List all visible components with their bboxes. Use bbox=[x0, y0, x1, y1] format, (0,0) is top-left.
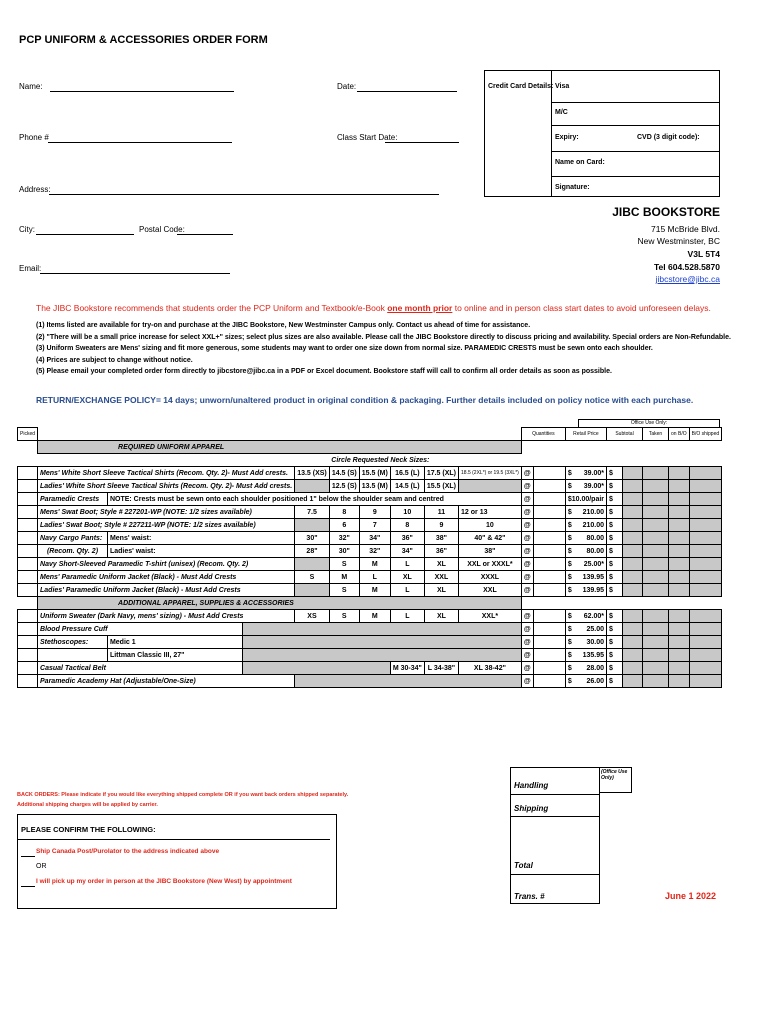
at-sign: @ bbox=[521, 662, 533, 675]
item-label: Stethoscopes: bbox=[38, 636, 108, 649]
item-label: Paramedic Crests bbox=[38, 493, 108, 506]
size-cell[interactable]: L bbox=[390, 558, 424, 571]
item-label: Navy Short-Sleeved Paramedic T-shirt (unisex) (Recom. Qty. 2) bbox=[38, 558, 295, 571]
size-cell[interactable]: 40" & 42" bbox=[459, 532, 522, 545]
note-2: (2) "There will be a small price increase for select XXL+" sizes; select plus sizes are also available. Please call the JIBC Bookstore directly to discuss pricing and availability. Special orders are Non-Refundable. bbox=[36, 333, 731, 341]
at-sign: @ bbox=[521, 532, 533, 545]
qty-cell[interactable] bbox=[533, 493, 565, 506]
dollar: $ bbox=[567, 625, 572, 633]
price: 210.00 bbox=[582, 508, 605, 516]
confirm-box bbox=[17, 814, 337, 909]
size-cell[interactable]: 16.5 (L) bbox=[390, 467, 424, 480]
size-cell[interactable]: 9 bbox=[359, 506, 390, 519]
store-email-link[interactable]: jibcstore@jibc.ca bbox=[655, 274, 720, 284]
size-cell[interactable]: 13.5 (XS) bbox=[295, 467, 330, 480]
on-bo-text: on B/O bbox=[671, 431, 687, 437]
recommend-bold: one month prior bbox=[387, 303, 453, 313]
required-heading: REQUIRED UNIFORM APPAREL bbox=[38, 441, 522, 454]
item-label: Mens' White Short Sleeve Tactical Shirts (Recom. Qty. 2)- Must Add crests. bbox=[38, 467, 295, 480]
postal-label: Postal Code: bbox=[139, 225, 185, 234]
size-cell[interactable]: XXL bbox=[424, 571, 458, 584]
item-label: Ladies' White Short Sleeve Tactical Shirts (Recom. Qty. 2)- Must Add crests. bbox=[38, 480, 295, 493]
size-cell[interactable]: 32" bbox=[359, 545, 390, 558]
item-label: Casual Tactical Belt bbox=[38, 662, 243, 675]
dollar: $ bbox=[567, 521, 572, 529]
notes-list bbox=[36, 320, 731, 378]
at-sign: @ bbox=[521, 584, 533, 597]
price: 28.00 bbox=[586, 664, 605, 672]
size-cell[interactable]: 32" bbox=[329, 532, 359, 545]
table-row bbox=[18, 571, 722, 584]
size-cell[interactable]: 34" bbox=[359, 532, 390, 545]
office-use-only-note: (Office Use Only) bbox=[600, 767, 632, 793]
pickup-option: I will pick up my order in person at the JIBC Bookstore (New West) by appointment bbox=[36, 878, 292, 885]
subtotal-cell: $ bbox=[607, 623, 623, 636]
subtotal-cell: $ bbox=[607, 610, 623, 623]
price-cell bbox=[565, 506, 606, 519]
price-cell bbox=[565, 584, 606, 597]
at-sign: @ bbox=[521, 649, 533, 662]
header-row bbox=[18, 428, 722, 441]
or-label: OR bbox=[36, 863, 47, 870]
table-row bbox=[18, 636, 722, 649]
picked-cell[interactable] bbox=[18, 584, 38, 597]
item-label: (Recom. Qty. 2) bbox=[38, 545, 108, 558]
item-sub-label: Littman Classic III, 27" bbox=[107, 649, 242, 662]
price-cell bbox=[565, 623, 606, 636]
table-row bbox=[18, 558, 722, 571]
size-cell[interactable]: 9 bbox=[424, 519, 458, 532]
date-label: Date: bbox=[337, 82, 357, 91]
size-cell[interactable]: S bbox=[329, 584, 359, 597]
pickup-checkbox[interactable] bbox=[21, 879, 35, 887]
size-cell[interactable]: 13.5 (M) bbox=[359, 480, 390, 493]
size-cell[interactable]: L 34-38" bbox=[424, 662, 458, 675]
dollar: $ bbox=[567, 469, 572, 477]
postal-field[interactable] bbox=[177, 225, 233, 235]
item-label: Uniform Sweater (Dark Navy, mens' sizing) - Must Add Crests bbox=[38, 610, 295, 623]
subtotal-cell: $ bbox=[607, 649, 623, 662]
subtotal-cell: $ bbox=[607, 584, 623, 597]
dollar: $ bbox=[567, 547, 572, 555]
item-label: Mens' Swat Boot; Style # 227201-WP (NOTE: 1/2 sizes available) bbox=[38, 506, 295, 519]
dollar: $ bbox=[567, 677, 572, 685]
back-orders-line1: BACK ORDERS: Please indicate if you would like everything shipped complete OR if you want back orders shipped separately. bbox=[17, 792, 349, 798]
size-cell[interactable]: 36" bbox=[424, 545, 458, 558]
price: 139.95 bbox=[582, 586, 605, 594]
price: 80.00 bbox=[586, 547, 605, 555]
size-cell[interactable]: 12 or 13 bbox=[459, 506, 522, 519]
size-cell[interactable]: XXL or XXXL* bbox=[459, 558, 522, 571]
qty-cell[interactable] bbox=[533, 636, 565, 649]
picked-cell[interactable] bbox=[18, 558, 38, 571]
price-cell bbox=[565, 675, 606, 688]
at-sign: @ bbox=[521, 571, 533, 584]
date-field[interactable] bbox=[357, 82, 457, 92]
price-cell bbox=[565, 532, 606, 545]
size-cell[interactable]: XS bbox=[295, 610, 330, 623]
store-address-1: 715 McBride Blvd. bbox=[651, 224, 720, 234]
visa-label[interactable]: Visa bbox=[555, 83, 570, 90]
size-cell[interactable]: 12.5 (S) bbox=[329, 480, 359, 493]
note-1: (1) Items listed are available for try-on and purchase at the JIBC Bookstore, New Westminster Campus only. Contact us ahead of time for assistance. bbox=[36, 322, 531, 329]
office-use-header: Office Use Only: bbox=[578, 419, 720, 427]
size-cell[interactable]: 15.5 (M) bbox=[359, 467, 390, 480]
note-4: (4) Prices are subject to change without notice. bbox=[36, 356, 193, 364]
item-sub-label: Ladies' waist: bbox=[107, 545, 294, 558]
circle-sizes-row bbox=[18, 454, 722, 467]
name-on-card-label[interactable]: Name on Card: bbox=[555, 159, 605, 166]
additional-heading: ADDITIONAL APPAREL, SUPPLIES & ACCESSORIES bbox=[38, 597, 522, 610]
phone-label: Phone # bbox=[19, 133, 49, 142]
picked-cell[interactable] bbox=[18, 480, 38, 493]
size-cell[interactable]: 7 bbox=[359, 519, 390, 532]
size-cell[interactable]: 10 bbox=[459, 519, 522, 532]
at-sign: @ bbox=[521, 675, 533, 688]
subtotal-cell: $ bbox=[607, 675, 623, 688]
at-sign: @ bbox=[521, 545, 533, 558]
form-title: PCP UNIFORM & ACCESSORIES ORDER FORM bbox=[19, 34, 268, 46]
item-label: Ladies' Paramedic Uniform Jacket (Black) - Must Add Crests bbox=[38, 584, 295, 597]
expiry-label[interactable]: Expiry: bbox=[555, 134, 579, 141]
crest-note: NOTE: Crests must be sewn onto each shoulder positioned 1" below the shoulder seam and centred bbox=[107, 493, 521, 506]
qty-cell[interactable] bbox=[533, 467, 565, 480]
item-label: Navy Cargo Pants: bbox=[38, 532, 108, 545]
table-row bbox=[18, 493, 722, 506]
address-field[interactable] bbox=[49, 185, 439, 195]
city-field[interactable] bbox=[36, 225, 134, 235]
at-sign: @ bbox=[521, 636, 533, 649]
qty-cell[interactable] bbox=[533, 571, 565, 584]
size-cell[interactable]: 38" bbox=[424, 532, 458, 545]
price-cell bbox=[565, 545, 606, 558]
price-cell bbox=[565, 662, 606, 675]
size-cell[interactable]: M bbox=[329, 571, 359, 584]
subtotal-cell: $ bbox=[607, 532, 623, 545]
size-cell[interactable]: 11 bbox=[424, 506, 458, 519]
picked-cell[interactable] bbox=[18, 532, 38, 545]
trans-label: Trans. # bbox=[514, 892, 545, 901]
size-cell[interactable]: 8 bbox=[329, 506, 359, 519]
confirm-heading: PLEASE CONFIRM THE FOLLOWING: bbox=[21, 825, 156, 834]
subtotal-header: Subtotal bbox=[607, 428, 643, 441]
table-row bbox=[18, 545, 722, 558]
price: 26.00 bbox=[586, 677, 605, 685]
qty-cell[interactable] bbox=[533, 545, 565, 558]
size-cell[interactable]: 6 bbox=[329, 519, 359, 532]
picked-cell[interactable] bbox=[18, 571, 38, 584]
size-cell[interactable]: 34" bbox=[390, 545, 424, 558]
mc-label[interactable]: M/C bbox=[555, 109, 568, 116]
size-cell[interactable]: XL bbox=[390, 571, 424, 584]
address-label: Address: bbox=[19, 185, 51, 194]
table-row bbox=[18, 506, 722, 519]
at-sign: @ bbox=[521, 480, 533, 493]
ship-option: Ship Canada Post/Purolator to the address indicated above bbox=[36, 848, 220, 855]
size-cell[interactable]: XL bbox=[424, 610, 458, 623]
picked-cell[interactable] bbox=[18, 623, 38, 636]
order-table bbox=[17, 427, 722, 688]
size-cell[interactable]: 30" bbox=[329, 545, 359, 558]
qty-cell[interactable] bbox=[533, 532, 565, 545]
recommend-text bbox=[36, 303, 711, 313]
price-cell bbox=[565, 480, 606, 493]
size-cell[interactable]: 17.5 (XL) bbox=[424, 467, 458, 480]
return-policy: RETURN/EXCHANGE POLICY= 14 days; unworn/unaltered product in original condition & packaging. Further details included on policy notice with each purchase. bbox=[36, 395, 694, 405]
subtotal-cell: $ bbox=[607, 662, 623, 675]
qty-cell[interactable] bbox=[533, 662, 565, 675]
table-row bbox=[18, 649, 722, 662]
picked-cell[interactable] bbox=[18, 506, 38, 519]
totals-box bbox=[510, 767, 600, 904]
price: 30.00 bbox=[586, 638, 605, 646]
phone-field[interactable] bbox=[48, 133, 232, 143]
signature-label[interactable]: Signature: bbox=[555, 184, 590, 191]
dollar: $ bbox=[567, 573, 572, 581]
qty-cell[interactable] bbox=[533, 584, 565, 597]
subtotal-cell: $ bbox=[607, 558, 623, 571]
shipping-label: Shipping bbox=[514, 804, 549, 813]
qty-cell[interactable] bbox=[533, 623, 565, 636]
size-cell[interactable]: S bbox=[329, 610, 359, 623]
size-cell[interactable]: XL 38-42" bbox=[459, 662, 522, 675]
qty-cell[interactable] bbox=[533, 506, 565, 519]
size-cell[interactable]: M bbox=[359, 584, 390, 597]
subtotal-cell: $ bbox=[607, 636, 623, 649]
subtotal-cell: $ bbox=[607, 571, 623, 584]
size-cell[interactable]: 36" bbox=[390, 532, 424, 545]
qty-cell[interactable] bbox=[533, 610, 565, 623]
store-tel: Tel 604.528.5870 bbox=[653, 262, 720, 272]
size-cell[interactable]: 14.5 (L) bbox=[390, 480, 424, 493]
note-3: (3) Uniform Sweaters are Mens' sizing and fit more generous, some students may want to order one size down from normal size. PARAMEDIC CRESTS must be sewn onto each shoulder. bbox=[36, 345, 653, 353]
retail-price-header: Retail Price bbox=[565, 428, 606, 441]
store-address-2: New Westminster, BC bbox=[637, 236, 720, 246]
picked-header: Picked bbox=[18, 428, 38, 441]
size-cell[interactable]: M bbox=[359, 558, 390, 571]
picked-cell[interactable] bbox=[18, 649, 38, 662]
table-row bbox=[18, 623, 722, 636]
size-cell[interactable]: 38" bbox=[459, 545, 522, 558]
price: 62.00* bbox=[583, 612, 605, 620]
subtotal-cell: $ bbox=[607, 480, 623, 493]
name-field[interactable] bbox=[50, 82, 234, 92]
subtotal-cell: $ bbox=[607, 493, 623, 506]
subtotal-cell: $ bbox=[607, 519, 623, 532]
qty-cell[interactable] bbox=[533, 675, 565, 688]
store-name: JIBC BOOKSTORE bbox=[612, 205, 720, 219]
picked-cell[interactable] bbox=[18, 662, 38, 675]
size-cell[interactable]: XL bbox=[424, 558, 458, 571]
qty-cell[interactable] bbox=[533, 480, 565, 493]
total-label: Total bbox=[514, 861, 533, 870]
size-cell[interactable]: 18.5 (2XL*) or 19.5 (3XL*) bbox=[459, 467, 522, 480]
picked-cell[interactable] bbox=[18, 636, 38, 649]
price: 139.95 bbox=[582, 573, 605, 581]
size-cell[interactable]: L bbox=[390, 584, 424, 597]
picked-cell[interactable] bbox=[18, 675, 38, 688]
size-cell[interactable]: M bbox=[359, 610, 390, 623]
revision-date: June 1 2022 bbox=[665, 891, 717, 901]
required-section-row bbox=[18, 441, 722, 454]
back-orders-line2: Additional shipping charges will be applied by carrier. bbox=[17, 802, 158, 808]
at-sign: @ bbox=[521, 506, 533, 519]
price-cell bbox=[565, 610, 606, 623]
size-cell[interactable]: M 30-34" bbox=[390, 662, 424, 675]
size-cell[interactable]: 28" bbox=[295, 545, 330, 558]
circle-sizes-label: Circle Requested Neck Sizes: bbox=[331, 456, 430, 464]
taken-header: Taken bbox=[643, 428, 669, 441]
additional-section-row bbox=[18, 597, 722, 610]
recommend-pre: The JIBC Bookstore recommends that students order the PCP Uniform and Textbook/e-Book bbox=[36, 303, 388, 313]
table-row bbox=[18, 532, 722, 545]
item-sub-label: Mens' waist: bbox=[107, 532, 294, 545]
dollar: $ bbox=[567, 586, 572, 594]
price: 210.00 bbox=[582, 521, 605, 529]
item-label: Mens' Paramedic Uniform Jacket (Black) - Must Add Crests bbox=[38, 571, 295, 584]
at-sign: @ bbox=[521, 467, 533, 480]
picked-cell[interactable] bbox=[18, 467, 38, 480]
size-cell[interactable]: XL bbox=[424, 584, 458, 597]
item-label: Ladies' Swat Boot; Style # 227211-WP (NOTE: 1/2 sizes available) bbox=[38, 519, 295, 532]
credit-card-box bbox=[484, 70, 720, 197]
price-cell bbox=[565, 519, 606, 532]
table-row bbox=[18, 675, 722, 688]
at-sign: @ bbox=[521, 493, 533, 506]
size-cell[interactable]: 14.5 (S) bbox=[329, 467, 359, 480]
quantities-header: Quantities bbox=[521, 428, 565, 441]
item-label: Paramedic Academy Hat (Adjustable/One-Size) bbox=[38, 675, 295, 688]
cvd-label[interactable]: CVD (3 digit code): bbox=[637, 134, 700, 141]
dollar: $ bbox=[567, 534, 572, 542]
qty-cell[interactable] bbox=[533, 558, 565, 571]
recommend-post: to online and in person class start dates to avoid unforeseen delays. bbox=[452, 303, 711, 313]
city-label: City: bbox=[19, 225, 35, 234]
size-cell[interactable]: S bbox=[329, 558, 359, 571]
dollar: $ bbox=[567, 612, 572, 620]
email-field[interactable] bbox=[40, 264, 230, 274]
size-cell[interactable]: XXXL bbox=[459, 571, 522, 584]
picked-cell[interactable] bbox=[18, 610, 38, 623]
at-sign: @ bbox=[521, 610, 533, 623]
table-row bbox=[18, 610, 722, 623]
qty-cell[interactable] bbox=[533, 519, 565, 532]
subtotal-cell: $ bbox=[607, 506, 623, 519]
size-cell[interactable]: L bbox=[390, 610, 424, 623]
price-cell bbox=[565, 649, 606, 662]
class-start-field[interactable] bbox=[385, 133, 459, 143]
subtotal-cell: $ bbox=[607, 545, 623, 558]
note-5: (5) Please email your completed order form directly to jibcstore@jibc.ca in a PDF or Excel document. Bookstore staff will call to confirm all order details as soon as possible. bbox=[36, 368, 612, 376]
table-row bbox=[18, 519, 722, 532]
picked-cell[interactable] bbox=[18, 493, 38, 506]
picked-cell[interactable] bbox=[18, 519, 38, 532]
price-cell: $10.00/pair bbox=[565, 493, 606, 506]
bo-shipped-header: B/O shipped bbox=[689, 428, 722, 441]
size-cell[interactable]: XXL bbox=[459, 584, 522, 597]
credit-card-heading: Credit Card Details: bbox=[488, 83, 554, 90]
size-cell[interactable]: 7.5 bbox=[295, 506, 330, 519]
price: 135.95 bbox=[582, 651, 605, 659]
dollar: $ bbox=[567, 664, 572, 672]
qty-cell[interactable] bbox=[533, 649, 565, 662]
size-cell[interactable]: L bbox=[359, 571, 390, 584]
item-label: Blood Pressure Cuff bbox=[38, 623, 243, 636]
dollar: $ bbox=[567, 508, 572, 516]
price-cell bbox=[565, 558, 606, 571]
dollar: $ bbox=[567, 651, 572, 659]
size-cell[interactable]: 10 bbox=[390, 506, 424, 519]
store-postal: V3L 5T4 bbox=[687, 249, 720, 259]
subtotal-cell: $ bbox=[607, 467, 623, 480]
table-row bbox=[18, 467, 722, 480]
item-sub-label: Medic 1 bbox=[107, 636, 242, 649]
table-row bbox=[18, 480, 722, 493]
price-cell bbox=[565, 571, 606, 584]
price-cell bbox=[565, 467, 606, 480]
price: 39.00* bbox=[583, 482, 605, 490]
price-cell bbox=[565, 636, 606, 649]
picked-cell[interactable] bbox=[18, 545, 38, 558]
at-sign: @ bbox=[521, 623, 533, 636]
size-cell[interactable]: 15.5 (XL) bbox=[424, 480, 458, 493]
price: 39.00* bbox=[583, 469, 605, 477]
email-label: Email: bbox=[19, 264, 42, 273]
dollar: $ bbox=[567, 638, 572, 646]
dollar: $ bbox=[567, 482, 572, 490]
name-label: Name: bbox=[19, 82, 43, 91]
size-cell[interactable]: 8 bbox=[390, 519, 424, 532]
on-bo-header bbox=[669, 428, 690, 441]
size-cell[interactable]: S bbox=[295, 571, 330, 584]
handling-label: Handling bbox=[514, 781, 549, 790]
price: 80.00 bbox=[586, 534, 605, 542]
table-row bbox=[18, 662, 722, 675]
table-row bbox=[18, 584, 722, 597]
price: 25.00* bbox=[583, 560, 605, 568]
size-cell[interactable]: XXL* bbox=[459, 610, 522, 623]
at-sign: @ bbox=[521, 519, 533, 532]
size-cell[interactable]: 30" bbox=[295, 532, 330, 545]
dollar: $ bbox=[567, 560, 572, 568]
class-start-label: Class Start Date: bbox=[337, 133, 398, 142]
price: 25.00 bbox=[586, 625, 605, 633]
ship-checkbox[interactable] bbox=[21, 849, 35, 857]
at-sign: @ bbox=[521, 558, 533, 571]
